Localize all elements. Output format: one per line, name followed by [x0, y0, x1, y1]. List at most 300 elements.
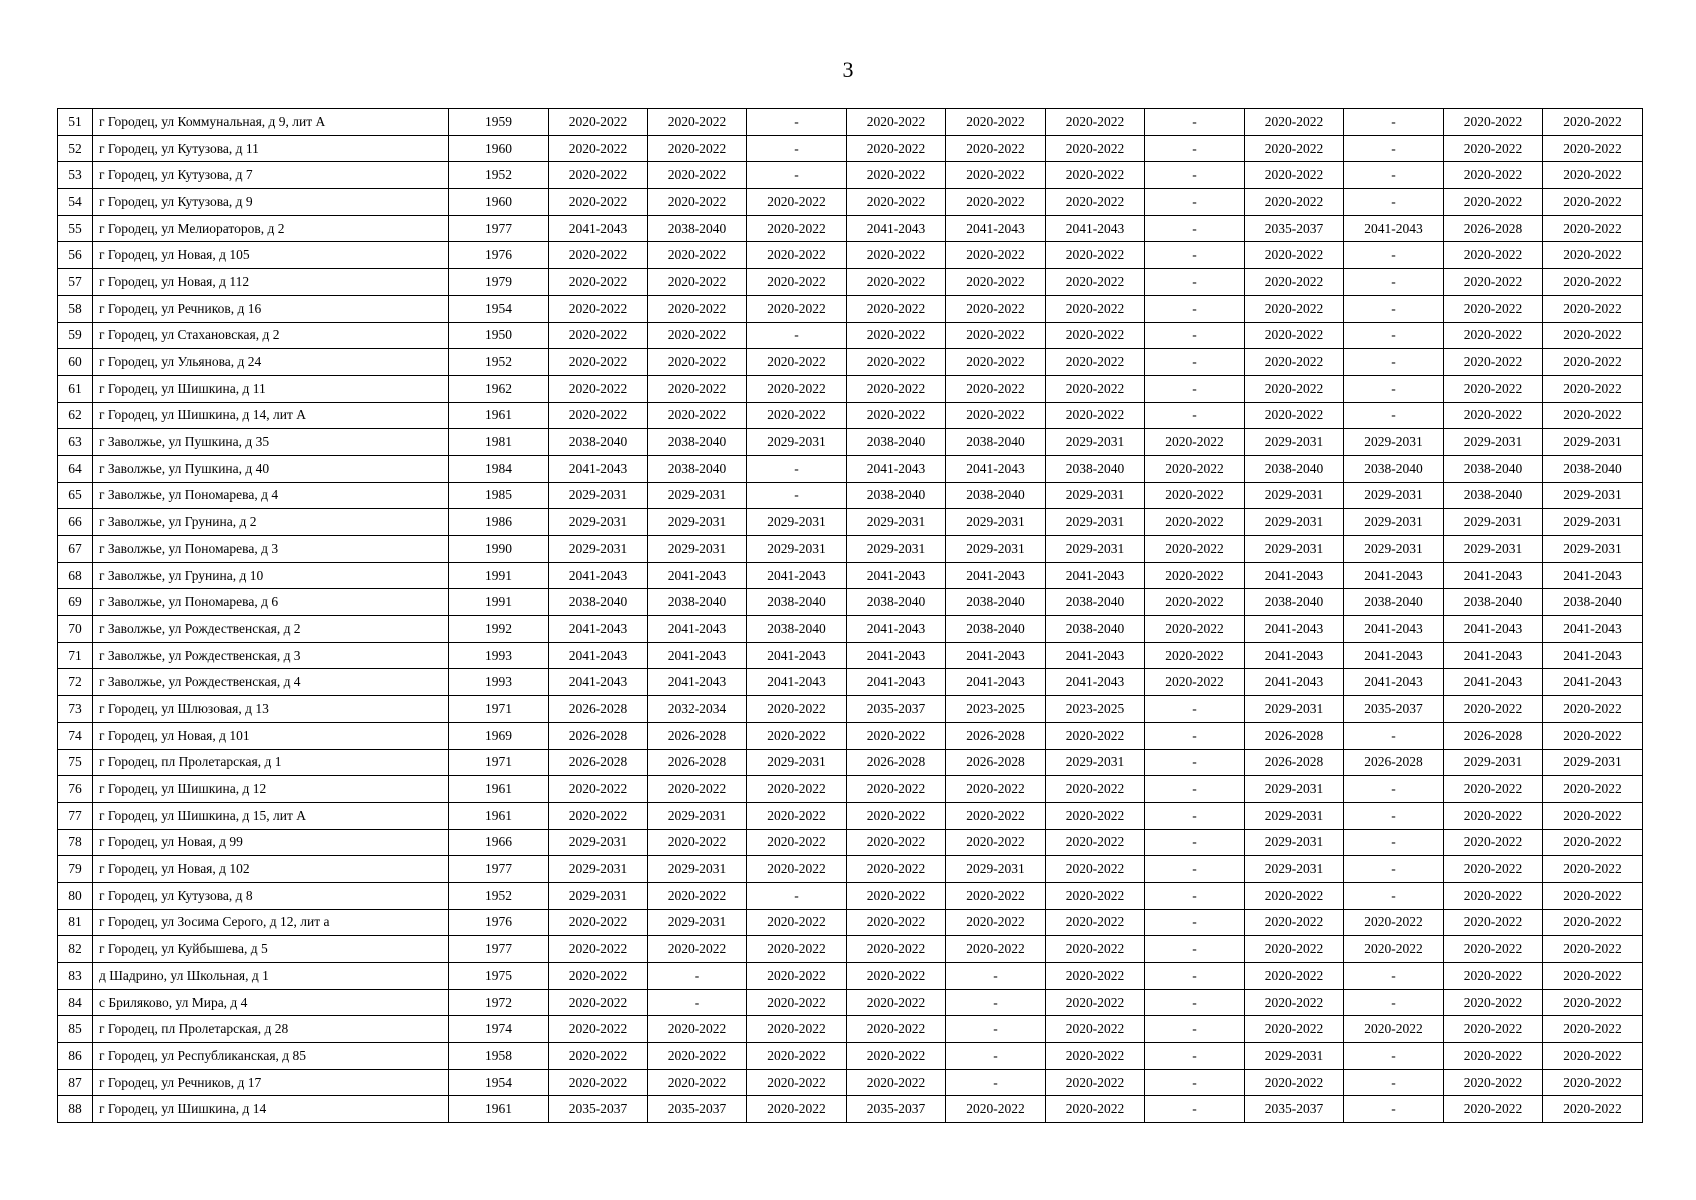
- repair-period-cell: 2020-2022: [1444, 189, 1543, 216]
- repair-period-cell: -: [1145, 162, 1245, 189]
- repair-period-cell: -: [747, 322, 847, 349]
- repair-period-cell: 2020-2022: [1344, 1016, 1444, 1043]
- repair-period-cell: 2041-2043: [1543, 562, 1643, 589]
- repair-period-cell: 2020-2022: [648, 375, 747, 402]
- repair-period-cell: 2020-2022: [1543, 269, 1643, 296]
- repair-period-cell: 2035-2037: [1245, 215, 1344, 242]
- repair-period-cell: 2020-2022: [1245, 989, 1344, 1016]
- table-row: [58, 696, 1643, 723]
- repair-period-cell: 2020-2022: [1245, 269, 1344, 296]
- repair-period-cell: 2023-2025: [1046, 696, 1145, 723]
- repair-period-cell: 2041-2043: [1543, 669, 1643, 696]
- table-row: [58, 1016, 1643, 1043]
- repair-period-cell: -: [747, 109, 847, 136]
- repair-period-cell: 2038-2040: [1344, 589, 1444, 616]
- repair-period-cell: 2020-2022: [1046, 349, 1145, 376]
- repair-period-cell: 2029-2031: [1046, 509, 1145, 536]
- repair-period-cell: -: [1344, 1043, 1444, 1070]
- table-row: [58, 509, 1643, 536]
- repair-period-cell: 2029-2031: [1046, 482, 1145, 509]
- repair-period-cell: -: [1145, 936, 1245, 963]
- repair-period-cell: 2020-2022: [847, 882, 946, 909]
- row-number-cell: 57: [58, 269, 93, 296]
- repair-period-cell: 2029-2031: [1046, 429, 1145, 456]
- repair-period-cell: 2020-2022: [1046, 135, 1145, 162]
- repair-period-cell: -: [1145, 1043, 1245, 1070]
- repair-period-cell: 2038-2040: [1444, 589, 1543, 616]
- repair-period-cell: 2020-2022: [1543, 989, 1643, 1016]
- repair-period-cell: 2020-2022: [1046, 109, 1145, 136]
- row-number-cell: 87: [58, 1069, 93, 1096]
- repair-period-cell: 2029-2031: [946, 856, 1046, 883]
- repair-period-cell: 2020-2022: [946, 829, 1046, 856]
- repair-period-cell: 2020-2022: [946, 269, 1046, 296]
- repair-period-cell: 2020-2022: [1444, 135, 1543, 162]
- repair-period-cell: 2020-2022: [648, 829, 747, 856]
- repair-period-cell: 2026-2028: [1444, 722, 1543, 749]
- repair-period-cell: 2029-2031: [747, 536, 847, 563]
- repair-period-cell: 2020-2022: [946, 109, 1046, 136]
- address-cell: г Городец, пл Пролетарская, д 1: [93, 749, 449, 776]
- repair-period-cell: 2029-2031: [1344, 536, 1444, 563]
- row-number-cell: 85: [58, 1016, 93, 1043]
- row-number-cell: 82: [58, 936, 93, 963]
- repair-period-cell: 2020-2022: [946, 909, 1046, 936]
- repair-period-cell: -: [946, 963, 1046, 990]
- repair-period-cell: -: [1344, 349, 1444, 376]
- repair-period-cell: 2041-2043: [1344, 669, 1444, 696]
- year-cell: 1961: [449, 1096, 549, 1123]
- table-row: [58, 669, 1643, 696]
- year-cell: 1975: [449, 963, 549, 990]
- repair-period-cell: 2020-2022: [847, 722, 946, 749]
- repair-period-cell: 2020-2022: [1444, 242, 1543, 269]
- repair-period-cell: 2020-2022: [1046, 1096, 1145, 1123]
- address-cell: г Заволжье, ул Пушкина, д 40: [93, 455, 449, 482]
- repair-period-cell: 2020-2022: [1543, 882, 1643, 909]
- repair-period-cell: 2026-2028: [847, 749, 946, 776]
- repair-period-cell: 2020-2022: [1444, 375, 1543, 402]
- year-cell: 1971: [449, 749, 549, 776]
- repair-period-cell: 2041-2043: [549, 562, 648, 589]
- repair-period-cell: 2038-2040: [847, 589, 946, 616]
- row-number-cell: 66: [58, 509, 93, 536]
- table-row: [58, 375, 1643, 402]
- repair-period-cell: 2020-2022: [549, 1069, 648, 1096]
- repair-period-cell: 2020-2022: [847, 135, 946, 162]
- address-cell: г Заволжье, ул Рождественская, д 3: [93, 642, 449, 669]
- repair-period-cell: 2020-2022: [747, 909, 847, 936]
- repair-period-cell: 2020-2022: [1444, 696, 1543, 723]
- repair-period-cell: 2020-2022: [1245, 1016, 1344, 1043]
- year-cell: 1954: [449, 1069, 549, 1096]
- repair-period-cell: 2020-2022: [549, 322, 648, 349]
- repair-period-cell: 2020-2022: [549, 242, 648, 269]
- repair-period-cell: 2020-2022: [747, 269, 847, 296]
- repair-period-cell: 2029-2031: [1543, 509, 1643, 536]
- address-cell: г Городец, ул Республиканская, д 85: [93, 1043, 449, 1070]
- repair-period-cell: 2020-2022: [1543, 936, 1643, 963]
- repair-period-cell: 2038-2040: [946, 482, 1046, 509]
- page-number: 3: [842, 57, 854, 82]
- repair-period-cell: -: [1344, 322, 1444, 349]
- repair-period-cell: 2020-2022: [1245, 322, 1344, 349]
- repair-period-cell: 2020-2022: [747, 295, 847, 322]
- repair-period-cell: 2029-2031: [549, 856, 648, 883]
- repair-period-cell: 2020-2022: [1543, 802, 1643, 829]
- repair-period-cell: 2041-2043: [946, 642, 1046, 669]
- address-cell: г Заволжье, ул Грунина, д 10: [93, 562, 449, 589]
- repair-period-cell: 2041-2043: [1344, 562, 1444, 589]
- repair-period-cell: 2020-2022: [1046, 269, 1145, 296]
- repair-period-cell: 2020-2022: [1046, 722, 1145, 749]
- repair-period-cell: 2020-2022: [847, 295, 946, 322]
- table-row: [58, 963, 1643, 990]
- repair-period-cell: 2035-2037: [847, 1096, 946, 1123]
- repair-period-cell: 2035-2037: [847, 696, 946, 723]
- row-number-cell: 62: [58, 402, 93, 429]
- repair-period-cell: 2020-2022: [1046, 802, 1145, 829]
- repair-period-cell: 2038-2040: [1245, 455, 1344, 482]
- row-number-cell: 63: [58, 429, 93, 456]
- repair-period-cell: 2020-2022: [648, 322, 747, 349]
- year-cell: 1979: [449, 269, 549, 296]
- address-cell: г Городец, ул Речников, д 17: [93, 1069, 449, 1096]
- address-cell: г Заволжье, ул Рождественская, д 4: [93, 669, 449, 696]
- repair-period-cell: 2020-2022: [747, 349, 847, 376]
- repair-period-cell: 2020-2022: [946, 402, 1046, 429]
- repair-period-cell: 2041-2043: [1046, 669, 1145, 696]
- repair-period-cell: 2041-2043: [1444, 642, 1543, 669]
- repair-period-cell: -: [1145, 402, 1245, 429]
- repair-period-cell: 2041-2043: [1245, 562, 1344, 589]
- repair-period-cell: 2029-2031: [1444, 536, 1543, 563]
- repair-period-cell: 2020-2022: [1245, 349, 1344, 376]
- repair-period-cell: 2020-2022: [1046, 989, 1145, 1016]
- repair-period-cell: -: [747, 482, 847, 509]
- repair-period-cell: 2020-2022: [1145, 429, 1245, 456]
- row-number-cell: 59: [58, 322, 93, 349]
- year-cell: 1985: [449, 482, 549, 509]
- repair-period-cell: 2020-2022: [549, 295, 648, 322]
- repair-period-cell: 2020-2022: [1444, 882, 1543, 909]
- repair-period-cell: 2038-2040: [1245, 589, 1344, 616]
- repair-period-cell: 2029-2031: [1245, 696, 1344, 723]
- repair-period-cell: -: [1145, 242, 1245, 269]
- row-number-cell: 75: [58, 749, 93, 776]
- repair-period-cell: 2020-2022: [1145, 536, 1245, 563]
- repair-period-cell: 2029-2031: [648, 509, 747, 536]
- repair-period-cell: -: [1344, 402, 1444, 429]
- repair-period-cell: 2020-2022: [1543, 1069, 1643, 1096]
- repair-period-cell: 2041-2043: [1046, 642, 1145, 669]
- repair-period-cell: -: [1145, 963, 1245, 990]
- table-row: [58, 882, 1643, 909]
- repair-period-cell: 2029-2031: [747, 429, 847, 456]
- housing-repair-schedule-table: [57, 108, 1643, 1123]
- row-number-cell: 65: [58, 482, 93, 509]
- table-row: [58, 722, 1643, 749]
- repair-period-cell: 2020-2022: [1245, 936, 1344, 963]
- repair-period-cell: 2020-2022: [1046, 882, 1145, 909]
- address-cell: г Городец, ул Новая, д 99: [93, 829, 449, 856]
- repair-period-cell: 2029-2031: [1444, 749, 1543, 776]
- repair-period-cell: 2020-2022: [549, 1016, 648, 1043]
- repair-period-cell: 2020-2022: [549, 189, 648, 216]
- repair-period-cell: 2020-2022: [1444, 109, 1543, 136]
- repair-period-cell: 2020-2022: [1543, 722, 1643, 749]
- repair-period-cell: 2020-2022: [946, 349, 1046, 376]
- repair-period-cell: 2026-2028: [648, 722, 747, 749]
- address-cell: г Городец, ул Кутузова, д 9: [93, 189, 449, 216]
- repair-period-cell: 2020-2022: [946, 375, 1046, 402]
- repair-period-cell: 2020-2022: [747, 189, 847, 216]
- repair-period-cell: -: [1145, 802, 1245, 829]
- year-cell: 1984: [449, 455, 549, 482]
- repair-period-cell: 2020-2022: [946, 162, 1046, 189]
- address-cell: г Городец, ул Ульянова, д 24: [93, 349, 449, 376]
- repair-period-cell: 2020-2022: [747, 1096, 847, 1123]
- repair-period-cell: 2038-2040: [549, 429, 648, 456]
- table-row: [58, 829, 1643, 856]
- table-row: [58, 989, 1643, 1016]
- repair-period-cell: 2029-2031: [1245, 802, 1344, 829]
- repair-period-cell: 2029-2031: [747, 509, 847, 536]
- repair-period-cell: -: [1344, 989, 1444, 1016]
- repair-period-cell: 2041-2043: [1543, 642, 1643, 669]
- repair-period-cell: 2020-2022: [1245, 135, 1344, 162]
- repair-period-cell: -: [1145, 109, 1245, 136]
- repair-period-cell: 2041-2043: [1245, 642, 1344, 669]
- repair-period-cell: 2020-2022: [549, 936, 648, 963]
- repair-period-cell: -: [1344, 375, 1444, 402]
- row-number-cell: 53: [58, 162, 93, 189]
- repair-period-cell: 2020-2022: [847, 109, 946, 136]
- table-row: [58, 349, 1643, 376]
- address-cell: г Городец, ул Мелиораторов, д 2: [93, 215, 449, 242]
- repair-period-cell: 2020-2022: [1543, 696, 1643, 723]
- repair-period-cell: -: [1344, 802, 1444, 829]
- repair-period-cell: 2029-2031: [1245, 1043, 1344, 1070]
- repair-period-cell: 2020-2022: [847, 402, 946, 429]
- repair-period-cell: 2020-2022: [847, 269, 946, 296]
- table-row: [58, 215, 1643, 242]
- repair-period-cell: 2029-2031: [847, 536, 946, 563]
- repair-period-cell: 2020-2022: [1444, 989, 1543, 1016]
- repair-period-cell: 2020-2022: [1543, 1043, 1643, 1070]
- repair-period-cell: -: [1344, 776, 1444, 803]
- repair-period-cell: 2020-2022: [847, 189, 946, 216]
- repair-period-cell: 2020-2022: [648, 109, 747, 136]
- repair-period-cell: 2020-2022: [549, 109, 648, 136]
- repair-period-cell: 2020-2022: [549, 989, 648, 1016]
- row-number-cell: 68: [58, 562, 93, 589]
- repair-period-cell: 2041-2043: [1046, 215, 1145, 242]
- table-row: [58, 269, 1643, 296]
- address-cell: г Заволжье, ул Пономарева, д 6: [93, 589, 449, 616]
- repair-period-cell: 2038-2040: [1444, 455, 1543, 482]
- repair-period-cell: 2020-2022: [747, 856, 847, 883]
- year-cell: 1961: [449, 802, 549, 829]
- repair-period-cell: 2020-2022: [648, 269, 747, 296]
- repair-period-cell: 2020-2022: [946, 322, 1046, 349]
- repair-period-cell: 2020-2022: [1543, 322, 1643, 349]
- repair-period-cell: 2020-2022: [1444, 349, 1543, 376]
- year-cell: 1958: [449, 1043, 549, 1070]
- year-cell: 1966: [449, 829, 549, 856]
- repair-period-cell: -: [1145, 135, 1245, 162]
- repair-period-cell: 2026-2028: [549, 722, 648, 749]
- repair-period-cell: 2020-2022: [1245, 909, 1344, 936]
- repair-period-cell: 2020-2022: [1543, 963, 1643, 990]
- row-number-cell: 70: [58, 616, 93, 643]
- address-cell: г Городец, ул Новая, д 102: [93, 856, 449, 883]
- address-cell: г Городец, пл Пролетарская, д 28: [93, 1016, 449, 1043]
- repair-period-cell: 2020-2022: [946, 242, 1046, 269]
- year-cell: 1952: [449, 349, 549, 376]
- repair-period-cell: 2029-2031: [1444, 429, 1543, 456]
- repair-period-cell: -: [946, 1069, 1046, 1096]
- row-number-cell: 64: [58, 455, 93, 482]
- repair-period-cell: 2041-2043: [946, 215, 1046, 242]
- repair-period-cell: 2038-2040: [946, 589, 1046, 616]
- repair-period-cell: 2020-2022: [847, 242, 946, 269]
- table-row: [58, 749, 1643, 776]
- repair-period-cell: -: [1145, 375, 1245, 402]
- repair-period-cell: 2020-2022: [1145, 509, 1245, 536]
- repair-period-cell: 2020-2022: [847, 909, 946, 936]
- year-cell: 1959: [449, 109, 549, 136]
- repair-period-cell: 2029-2031: [946, 536, 1046, 563]
- repair-period-cell: 2020-2022: [549, 162, 648, 189]
- year-cell: 1969: [449, 722, 549, 749]
- repair-period-cell: 2020-2022: [1444, 829, 1543, 856]
- repair-period-cell: 2020-2022: [648, 295, 747, 322]
- repair-period-cell: 2038-2040: [747, 589, 847, 616]
- year-cell: 1990: [449, 536, 549, 563]
- year-cell: 1974: [449, 1016, 549, 1043]
- repair-period-cell: 2020-2022: [648, 776, 747, 803]
- year-cell: 1950: [449, 322, 549, 349]
- row-number-cell: 74: [58, 722, 93, 749]
- table-row: [58, 295, 1643, 322]
- repair-period-cell: 2029-2031: [1543, 536, 1643, 563]
- repair-period-cell: 2035-2037: [1344, 696, 1444, 723]
- repair-period-cell: 2020-2022: [747, 963, 847, 990]
- table-row: [58, 856, 1643, 883]
- row-number-cell: 86: [58, 1043, 93, 1070]
- row-number-cell: 73: [58, 696, 93, 723]
- repair-period-cell: 2020-2022: [847, 963, 946, 990]
- row-number-cell: 78: [58, 829, 93, 856]
- row-number-cell: 77: [58, 802, 93, 829]
- repair-period-cell: 2029-2031: [648, 802, 747, 829]
- repair-period-cell: 2020-2022: [847, 829, 946, 856]
- repair-period-cell: 2026-2028: [1245, 749, 1344, 776]
- row-number-cell: 71: [58, 642, 93, 669]
- repair-period-cell: 2026-2028: [946, 722, 1046, 749]
- repair-period-cell: -: [1145, 989, 1245, 1016]
- repair-period-cell: 2038-2040: [1046, 589, 1145, 616]
- repair-period-cell: 2020-2022: [1543, 162, 1643, 189]
- repair-period-cell: 2020-2022: [747, 696, 847, 723]
- address-cell: г Городец, ул Кутузова, д 8: [93, 882, 449, 909]
- row-number-cell: 61: [58, 375, 93, 402]
- repair-period-cell: 2020-2022: [747, 1016, 847, 1043]
- repair-period-cell: 2020-2022: [1444, 295, 1543, 322]
- repair-period-cell: -: [946, 989, 1046, 1016]
- repair-period-cell: 2020-2022: [946, 802, 1046, 829]
- repair-period-cell: 2020-2022: [1245, 162, 1344, 189]
- repair-period-cell: 2029-2031: [1245, 509, 1344, 536]
- repair-period-cell: -: [1145, 1069, 1245, 1096]
- year-cell: 1992: [449, 616, 549, 643]
- row-number-cell: 69: [58, 589, 93, 616]
- repair-period-cell: 2020-2022: [747, 242, 847, 269]
- table-row: [58, 429, 1643, 456]
- repair-period-cell: 2020-2022: [1444, 909, 1543, 936]
- repair-period-cell: 2020-2022: [1543, 1016, 1643, 1043]
- repair-period-cell: 2038-2040: [747, 616, 847, 643]
- repair-period-cell: 2020-2022: [747, 829, 847, 856]
- address-cell: г Заволжье, ул Пономарева, д 3: [93, 536, 449, 563]
- repair-period-cell: 2029-2031: [1046, 536, 1145, 563]
- repair-period-cell: 2041-2043: [1444, 669, 1543, 696]
- address-cell: г Заволжье, ул Грунина, д 2: [93, 509, 449, 536]
- repair-period-cell: 2020-2022: [1245, 242, 1344, 269]
- repair-period-cell: 2041-2043: [747, 669, 847, 696]
- year-cell: 1976: [449, 242, 549, 269]
- repair-period-cell: 2029-2031: [1245, 482, 1344, 509]
- repair-period-cell: 2020-2022: [847, 375, 946, 402]
- repair-period-cell: 2041-2043: [549, 455, 648, 482]
- year-cell: 1960: [449, 135, 549, 162]
- repair-period-cell: -: [1344, 135, 1444, 162]
- repair-period-cell: -: [1145, 189, 1245, 216]
- repair-period-cell: 2041-2043: [549, 642, 648, 669]
- repair-period-cell: 2020-2022: [946, 135, 1046, 162]
- repair-period-cell: 2020-2022: [1046, 375, 1145, 402]
- repair-period-cell: 2020-2022: [1543, 909, 1643, 936]
- table-row: [58, 109, 1643, 136]
- repair-period-cell: -: [747, 882, 847, 909]
- repair-period-cell: 2041-2043: [1344, 215, 1444, 242]
- repair-period-cell: -: [1145, 295, 1245, 322]
- repair-period-cell: 2020-2022: [648, 242, 747, 269]
- repair-period-cell: 2041-2043: [1543, 616, 1643, 643]
- repair-period-cell: -: [1145, 349, 1245, 376]
- address-cell: г Городец, ул Кутузова, д 7: [93, 162, 449, 189]
- repair-period-cell: -: [1344, 1069, 1444, 1096]
- year-cell: 1981: [449, 429, 549, 456]
- address-cell: г Заволжье, ул Рождественская, д 2: [93, 616, 449, 643]
- repair-period-cell: 2020-2022: [648, 1069, 747, 1096]
- row-number-cell: 55: [58, 215, 93, 242]
- repair-period-cell: 2020-2022: [1444, 1043, 1543, 1070]
- repair-period-cell: 2038-2040: [1344, 455, 1444, 482]
- repair-period-cell: 2020-2022: [549, 963, 648, 990]
- repair-period-cell: 2041-2043: [1245, 616, 1344, 643]
- repair-period-cell: 2026-2028: [549, 749, 648, 776]
- repair-period-cell: -: [1145, 909, 1245, 936]
- repair-period-cell: -: [1145, 322, 1245, 349]
- repair-period-cell: -: [1344, 882, 1444, 909]
- repair-period-cell: 2029-2031: [1245, 429, 1344, 456]
- table-row: [58, 455, 1643, 482]
- table-row: [58, 162, 1643, 189]
- row-number-cell: 83: [58, 963, 93, 990]
- repair-period-cell: 2041-2043: [648, 669, 747, 696]
